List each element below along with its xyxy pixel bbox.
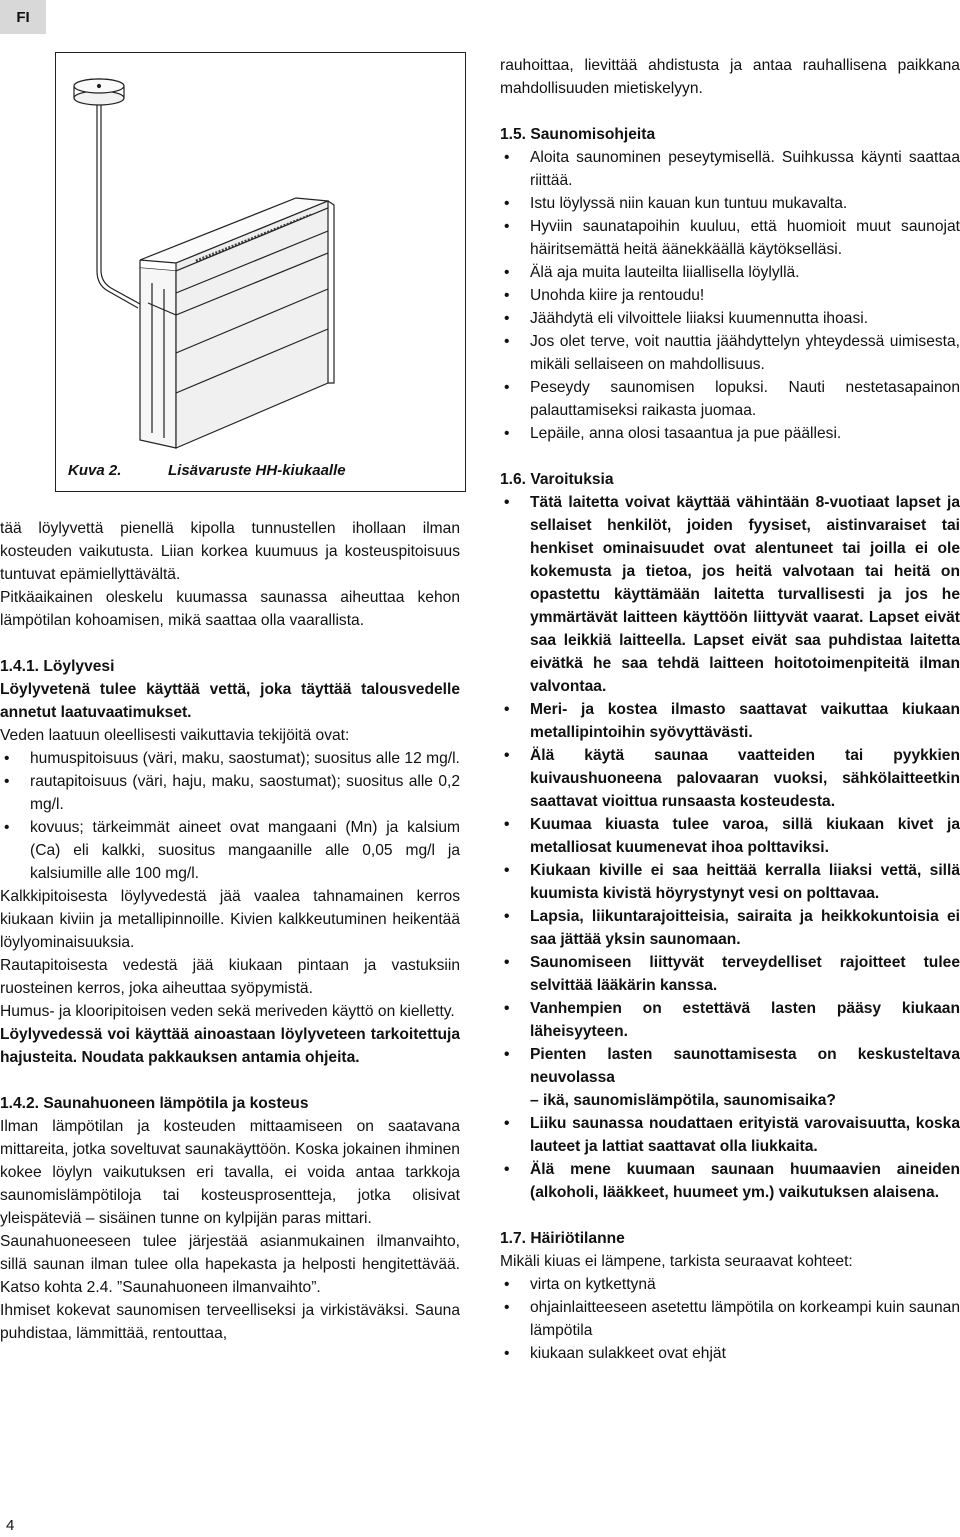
list-item: • Liiku saunassa noudattaen erityistä varovaisuutta, koska lauteet ja lattiat saattavat olla liukkaita. — [500, 1112, 960, 1158]
section-heading-1-4-2: 1.4.2. Saunahuoneen lämpötila ja kosteus — [0, 1095, 309, 1112]
sauna-instructions-list — [500, 146, 960, 445]
list-item: • Kuumaa kiuasta tulee varoa, sillä kiukaan kivet ja metalliosat kuumenevat ihoa polttaviksi. — [500, 813, 960, 859]
paragraph: Saunahuoneeseen tulee järjestää asianmukainen ilmanvaihto, sillä saunan ilman tulee olla hapekasta ja helposti hengitettävää. Katso kohta 2.4. ”Saunahuoneen ilmanvaihto”. — [0, 1233, 460, 1296]
left-column — [0, 517, 460, 1345]
paragraph-bold: Löylyvetenä tulee käyttää vettä, joka täyttää talousvedelle annetut laatuvaatimukset. — [0, 681, 460, 721]
list-item: • Meri- ja kostea ilmasto saattavat vaikuttaa kiukaan metallipintoihin syövyttävästi. — [500, 698, 960, 744]
paragraph: Rautapitoisesta vedestä jää kiukaan pintaan ja vastuksiin ruosteinen kerros, joka aiheuttaa syöpymistä. — [0, 957, 460, 997]
section-heading-1-7: 1.7. Häiriötilanne — [500, 1230, 625, 1247]
figure-caption — [68, 459, 453, 482]
paragraph: rauhoittaa, lievittää ahdistusta ja antaa rauhallisena paikkana mahdollisuuden mietiskelyyn. — [500, 57, 960, 97]
list-item: • Istu löylyssä niin kauan kun tuntuu mukavalta. — [500, 192, 960, 215]
section-heading-1-6: 1.6. Varoituksia — [500, 471, 614, 488]
paragraph: Mikäli kiuas ei lämpene, tarkista seuraavat kohteet: — [500, 1253, 853, 1270]
list-item: • rautapitoisuus (väri, haju, maku, saostumat); suositus alle 0,2 mg/l. — [0, 770, 460, 816]
list-subline: – ikä, saunomislämpötila, saunomisaika? — [530, 1092, 836, 1109]
paragraph: Kalkkipitoisesta löylyvedestä jää vaalea tahnamainen kerros kiukaan kiviin ja metallipinnoille. Kivien kalkkeutuminen heikentää löylyominaisuuksia. — [0, 888, 460, 951]
paragraph: Ihmiset kokevat saunomisen terveelliseksi ja virkistäväksi. Sauna puhdistaa, lämmittää, rentouttaa, — [0, 1302, 460, 1342]
list-item: • Hyviin saunatapoihin kuuluu, että huomioit muut saunojat häiritsemättä heitä äänekkäällä käytökselläsi. — [500, 215, 960, 261]
language-tab: FI — [0, 0, 46, 34]
list-item: • ohjainlaitteeseen asetettu lämpötila on korkeampi kuin saunan lämpötila — [500, 1296, 960, 1342]
figure-frame — [55, 52, 466, 492]
list-item: • Saunomiseen liittyvät terveydelliset rajoitteet tulee selvittää lääkärin kanssa. — [500, 951, 960, 997]
list-item: • Kiukaan kiville ei saa heittää kerralla liiaksi vettä, sillä kuumista kivistä höyrystynyt vesi on polttavaa. — [500, 859, 960, 905]
right-column — [500, 54, 960, 1365]
section-heading-1-5: 1.5. Saunomisohjeita — [500, 126, 656, 143]
list-item: • Peseydy saunomisen lopuksi. Nauti nestetasapainon palauttamiseksi raikasta juomaa. — [500, 376, 960, 422]
section-heading-1-4-1: 1.4.1. Löylyvesi — [0, 658, 115, 675]
list-item: • Aloita saunominen peseytymisellä. Suihkussa käynti saattaa riittää. — [500, 146, 960, 192]
paragraph: Humus- ja klooripitoisen veden sekä meriveden käyttö on kielletty. — [0, 1003, 455, 1020]
list-item: • Vanhempien on estettävä lasten pääsy kiukaan läheisyyteen. — [500, 997, 960, 1043]
paragraph: Ilman lämpötilan ja kosteuden mittaamiseen on saatavana mittareita, jotka soveltuvat saunakäyttöön. Koska jokainen ihminen kokee löylyn vaikutuksen eri tavalla, ei voida antaa tarkkoja saunomislämpötiloja tai kosteusprosentteja, jotka olisivat yleispäteviä – sisäinen tunne on kylpijän paras mittari. — [0, 1118, 460, 1227]
troubleshooting-list — [500, 1273, 960, 1365]
paragraph-bold: Löylyvedessä voi käyttää ainoastaan löylyveteen tarkoitettuja hajusteita. Noudata pakkauksen antamia ohjeita. — [0, 1026, 460, 1066]
page-number: 4 — [6, 1517, 15, 1534]
paragraph: Veden laatuun oleellisesti vaikuttavia tekijöitä ovat: — [0, 727, 350, 744]
heater-accessory-illustration — [56, 53, 464, 453]
list-item: • Tätä laitetta voivat käyttää vähintään 8-vuotiaat lapset ja sellaiset henkilöt, joiden fyysiset, aistinvaraiset tai henkiset ominaisuudet ovat alentuneet tai joilla ei ole kokemusta ja tietoa, jos heitä valvotaan tai heitä on opastettu käyttämään laitetta turvallisesti ja jos he ymmärtävät laitteen käyttöön liittyvät vaarat. Lapset eivät saa leikkiä laitteella. Lapset eivät saa puhdistaa laitetta eivätkä he saa tehdä laitteen hoitotoimenpiteitä ilman valvontaa. — [500, 491, 960, 698]
list-item: • Älä aja muita lauteilta liiallisella löylyllä. — [500, 261, 960, 284]
caption-number: Kuva 2. — [68, 462, 122, 479]
caption-text: Lisävaruste HH-kiukaalle — [168, 462, 346, 479]
list-item: • Jäähdytä eli vilvoittele liiaksi kuumennutta ihoasi. — [500, 307, 960, 330]
list-item: • Lapsia, liikuntarajoitteisia, sairaita ja heikkokuntoisia ei saa jättää yksin saunomaan. — [500, 905, 960, 951]
water-quality-list — [0, 747, 460, 885]
paragraph: Pitkäaikainen oleskelu kuumassa saunassa aiheuttaa kehon lämpötilan kohoamisen, mikä saattaa olla vaarallista. — [0, 589, 460, 629]
list-item: • virta on kytkettynä — [500, 1273, 960, 1296]
list-item: • humuspitoisuus (väri, maku, saostumat); suositus alle 12 mg/l. — [0, 747, 460, 770]
list-item: • Unohda kiire ja rentoudu! — [500, 284, 960, 307]
list-item: • kiukaan sulakkeet ovat ehjät — [500, 1342, 960, 1365]
list-item: • Jos olet terve, voit nauttia jäähdyttelyn yhteydessä uimisesta, mikäli sellaiseen on mahdollisuus. — [500, 330, 960, 376]
list-item: • Älä käytä saunaa vaatteiden tai pyykkien kuivaushuoneena palovaaran vuoksi, sähkölaitteetkin saattavat vioittua runsaasta kosteudesta. — [500, 744, 960, 813]
warnings-list-continued — [500, 1112, 960, 1204]
list-item: • Älä mene kuumaan saunaan huumaavien aineiden (alkoholi, lääkkeet, huumeet ym.) vaikutuksen alaisena. — [500, 1158, 960, 1204]
paragraph: tää löylyvettä pienellä kipolla tunnustellen ihollaan ilman kosteuden vaikutusta. Liian korkea kuumuus ja kosteuspitoisuus tuntuvat epämiellyttävältä. — [0, 520, 460, 583]
list-item: • kovuus; tärkeimmät aineet ovat mangaani (Mn) ja kalsium (Ca) eli kalkki, suositus mangaanille alle 0,05 mg/l ja kalsiumille alle 100 mg/l. — [0, 816, 460, 885]
list-item: • Pienten lasten saunottamisesta on keskusteltava neuvolassa — [500, 1043, 960, 1089]
warnings-list — [500, 491, 960, 1089]
list-item: • Lepäile, anna olosi tasaantua ja pue päällesi. — [500, 422, 960, 445]
